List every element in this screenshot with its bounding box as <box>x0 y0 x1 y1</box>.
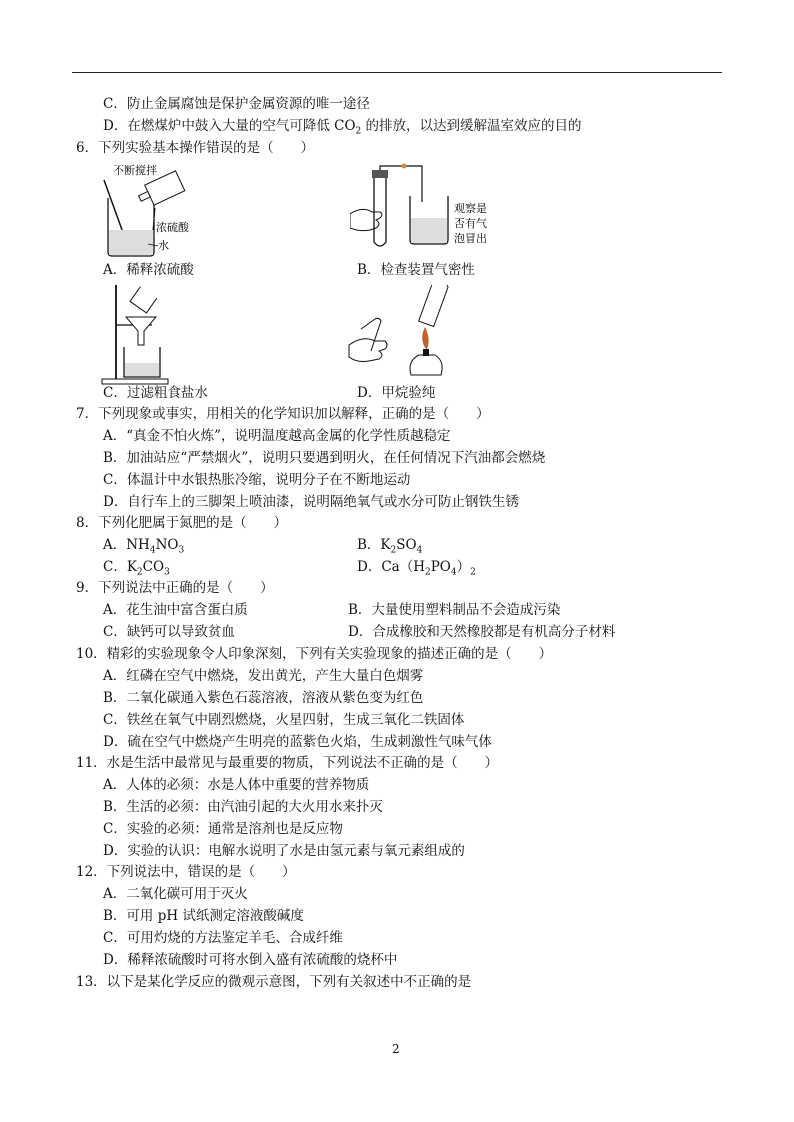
q9-stem: 9．下列说法中正确的是（ ） <box>76 580 274 596</box>
q8-option-d: D．$Ca(H_2PO_4)_2$ <box>357 559 476 578</box>
q11-option-a: A．人体的必须：水是人体中重要的营养物质 <box>103 777 370 793</box>
fig-b-label-2: 否有气 <box>454 217 487 230</box>
q6-option-c: C．过滤粗食盐水 <box>103 385 208 401</box>
q11-option-d: D．实验的认识：电解水说明了水是由氢元素与氧元素组成的 <box>103 843 465 859</box>
q9-option-b: B．大量使用塑料制品不会造成污染 <box>348 602 561 618</box>
q12-option-c: C．可用灼烧的方法鉴定羊毛、合成纤维 <box>103 930 343 946</box>
q7-stem: 7．下列现象或事实，用相关的化学知识加以解释，正确的是（ ） <box>76 406 490 422</box>
q9-option-c: C．缺钙可以导致贫血 <box>103 624 235 640</box>
fig-a-label-stir: 不断搅拌 <box>113 164 157 177</box>
q11-option-b: B．生活的必须：由汽油引起的大火用水来扑灭 <box>103 799 383 815</box>
q6-option-a: A．稀释浓硫酸 <box>103 262 194 278</box>
q8-option-c: C．$K_2CO_3$ <box>103 559 170 578</box>
q10-option-a: A．红磷在空气中燃烧，发出黄光，产生大量白色烟雾 <box>103 668 424 684</box>
fig-a-label-acid: 浓硫酸 <box>156 221 189 234</box>
q7-option-b: B．加油站应“严禁烟火”，说明只要遇到明火，在任何情况下汽油都会燃烧 <box>103 450 546 466</box>
fig-airtight <box>350 162 500 252</box>
q10-option-d: D．硫在空气中燃烧产生明亮的蓝紫色火焰，生成刺激性气味气体 <box>103 734 492 750</box>
q6-option-b: B．检查装置气密性 <box>357 262 475 278</box>
fig-filtration <box>100 285 180 385</box>
q11-stem: 11．水是生活中最常见与最重要的物质，下列说法不正确的是（ ） <box>76 755 499 771</box>
q9-option-a: A．花生油中富含蛋白质 <box>103 602 248 618</box>
q10-option-c: C．铁丝在氧气中剧烈燃烧，火星四射，生成三氧化二铁固体 <box>103 712 465 728</box>
q10-option-b: B．二氧化碳通入紫色石蕊溶液，溶液从紫色变为红色 <box>103 690 424 706</box>
fig-a-label-water: 水 <box>158 239 169 252</box>
q12-option-b: B．可用 pH 试纸测定溶液酸碱度 <box>103 908 304 924</box>
fig-dilute-acid <box>98 160 208 260</box>
q6-option-d: D．甲烷验纯 <box>357 385 436 401</box>
q5-option-d: D．在燃煤炉中鼓入大量的空气可降低 $CO_2$ 的排放，以达到缓解温室效应的目的 <box>103 118 582 137</box>
q12-option-a: A．二氧化碳可用于灭火 <box>103 886 248 902</box>
fig-b-label-3: 泡冒出 <box>454 232 487 245</box>
page-number: 2 <box>392 1042 400 1056</box>
q6-stem: 6．下列实验基本操作错误的是（ ） <box>76 140 315 156</box>
q10-stem: 10．精彩的实验现象令人印象深刻，下列有关实验现象的描述正确的是（ ） <box>76 646 553 662</box>
q8-stem: 8．下列化肥属于氮肥的是（ ） <box>76 515 288 531</box>
q9-option-d: D．合成橡胶和天然橡胶都是有机高分子材料 <box>348 624 616 640</box>
q8-option-b: B．$K_2SO_4$ <box>357 537 423 556</box>
q8-option-a: A．$NH_4NO_3$ <box>103 537 185 556</box>
q13-stem: 13．以下是某化学反应的微观示意图，下列有关叙述中不正确的是 <box>76 974 472 990</box>
q5-option-c: C．防止金属腐蚀是保护金属资源的唯一途径 <box>103 96 370 112</box>
header-rule <box>72 72 722 73</box>
fig-methane-test <box>345 285 455 380</box>
q7-option-c: C．体温计中水银热胀冷缩，说明分子在不断地运动 <box>103 472 411 488</box>
fig-b-label-1: 观察是 <box>454 202 487 215</box>
q7-option-a: A．“真金不怕火炼”，说明温度越高金属的化学性质越稳定 <box>103 428 451 444</box>
q12-stem: 12．下列说法中，错误的是（ ） <box>76 864 296 880</box>
q11-option-c: C．实验的必须：通常是溶剂也是反应物 <box>103 821 343 837</box>
q12-option-d: D．稀释浓硫酸时可将水倒入盛有浓硫酸的烧杯中 <box>103 952 398 968</box>
q7-option-d: D．自行车上的三脚架上喷油漆，说明隔绝氧气或水分可防止钢铁生锈 <box>103 494 519 510</box>
